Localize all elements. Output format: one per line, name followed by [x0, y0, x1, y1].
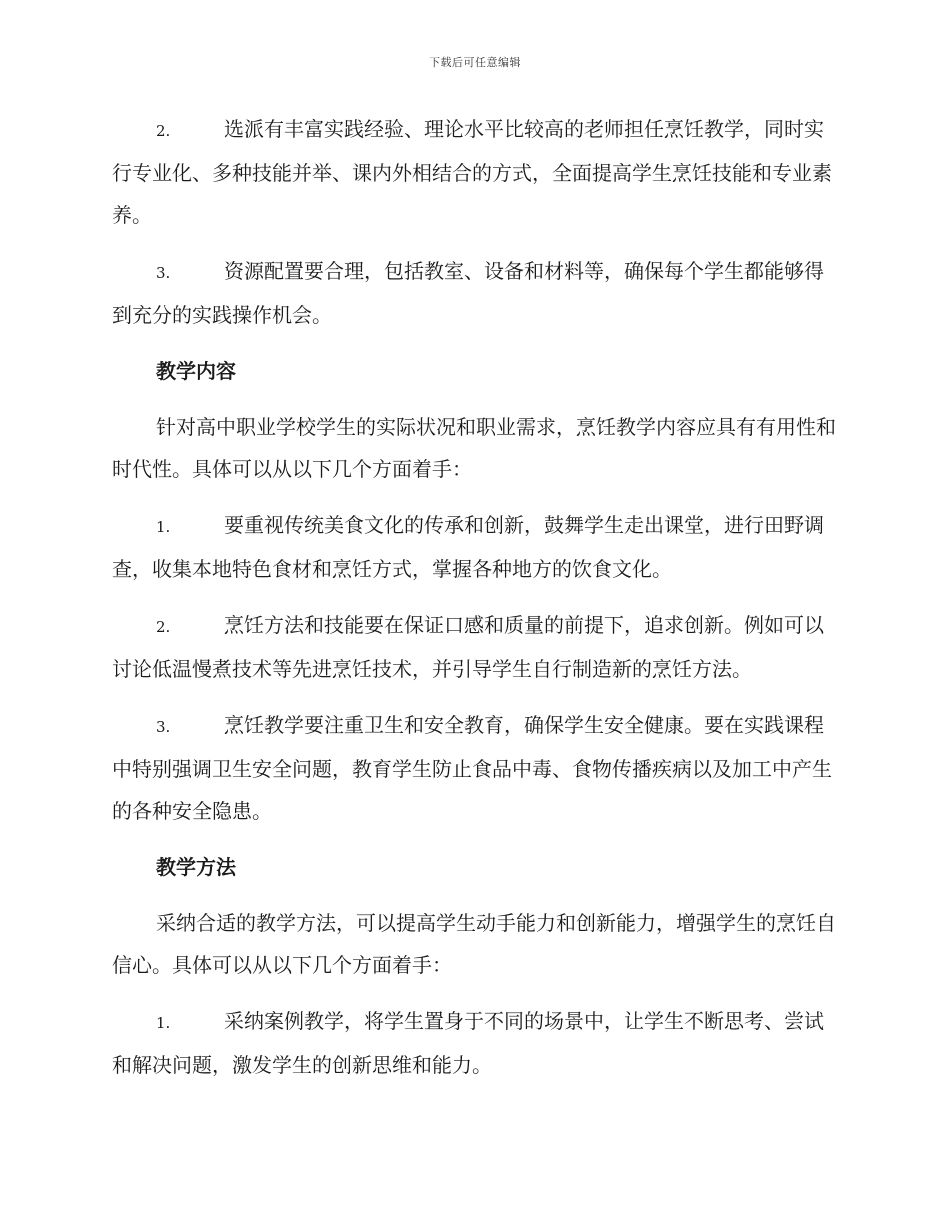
list-text: 选派有丰富实践经验、理论水平比较高的老师担任烹饪教学，同时实行专业化、多种技能并举、课内外相结合的方式，全面提高学生烹饪技能和专业素养。 — [112, 117, 832, 227]
list-text: 烹饪方法和技能要在保证口感和质量的前提下，追求创新。例如可以讨论低温慢煮技术等先进烹饪技术，并引导学生自行制造新的烹饪方法。 — [112, 613, 824, 681]
paragraph: 采纳合适的教学方法，可以提高学生动手能力和创新能力，增强学生的烹饪自信心。具体可以从以下几个方面着手： — [112, 911, 836, 977]
paragraph: 针对高中职业学校学生的实际状况和职业需求，烹饪教学内容应具有有用性和时代性。具体可以从以下几个方面着手： — [112, 415, 836, 481]
list-number: 2. — [156, 122, 171, 140]
list-text: 烹饪教学要注重卫生和安全教育，确保学生安全健康。要在实践课程中特别强调卫生安全问题，教育学生防止食品中毒、食物传播疾病以及加工中产生的各种安全隐患。 — [112, 713, 832, 823]
list-item — [112, 1000, 836, 1086]
list-item — [112, 250, 836, 336]
list-number: 2. — [156, 618, 171, 636]
section-heading: 教学内容 — [156, 359, 236, 383]
list-number: 3. — [156, 264, 171, 282]
list-number: 1. — [156, 518, 171, 536]
document-body — [112, 108, 836, 1100]
page-header: 下载后可任意编辑 — [429, 56, 521, 69]
list-number: 1. — [156, 1014, 171, 1032]
list-text: 资源配置要合理，包括教室、设备和材料等，确保每个学生都能够得到充分的实践操作机会。 — [112, 259, 824, 327]
list-text: 要重视传统美食文化的传承和创新，鼓舞学生走出课堂，进行田野调查，收集本地特色食材和烹饪方式，掌握各种地方的饮食文化。 — [112, 513, 824, 581]
list-text: 采纳案例教学，将学生置身于不同的场景中，让学生不断思考、尝试和解决问题，激发学生的创新思维和能力。 — [112, 1009, 824, 1077]
list-item — [112, 504, 836, 590]
list-item — [112, 604, 836, 690]
list-item — [112, 704, 836, 832]
list-item — [112, 108, 836, 236]
section-heading: 教学方法 — [156, 855, 236, 879]
list-number: 3. — [156, 718, 171, 736]
